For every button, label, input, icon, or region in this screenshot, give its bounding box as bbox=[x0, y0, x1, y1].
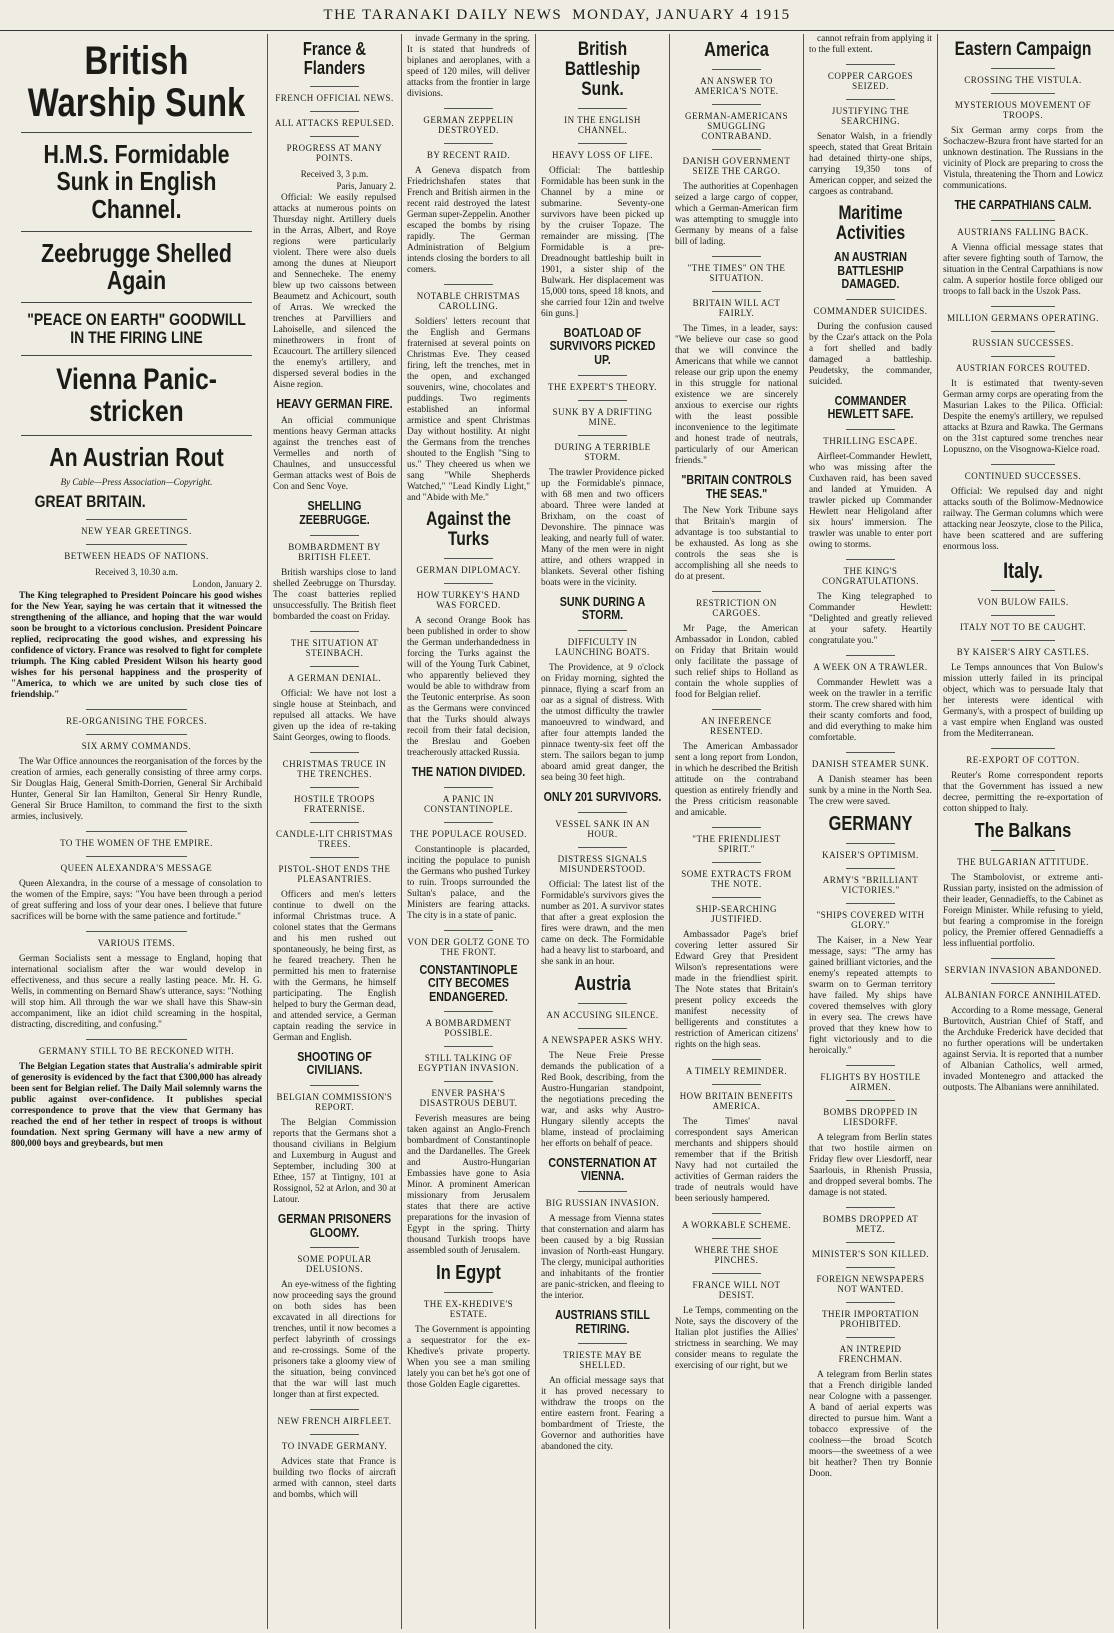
article-paragraph: Six German army corps from the Sochaczew-Bzura front have started for an unknown destination. The Russians in the vicinity of Plock are preparing to cross the Vistula, threatening the Thorn and Lowicz communications. bbox=[943, 125, 1103, 191]
subhead: ITALY NOT TO BE CAUGHT. bbox=[943, 615, 1103, 632]
subhead: STILL TALKING OF EGYPTIAN INVASION. bbox=[407, 1046, 530, 1073]
article-paragraph: A Danish steamer has been sunk by a mine in the North Sea. The crew were saved. bbox=[809, 775, 932, 808]
subhead: GERMANY STILL TO BE RECKONED WITH. bbox=[11, 1039, 262, 1056]
columns bbox=[6, 34, 1108, 1629]
subhead: A TIMELY REMINDER. bbox=[675, 1059, 798, 1076]
subhead: VON DER GOLTZ GONE TO THE FRONT. bbox=[407, 930, 530, 957]
article-paragraph: A Vienna official message states that after severe fighting south of Tarnow, the situation in the Central Carpathians is now calm. A superior hostile force obliged our troops to fall back in the Uszok Pass. bbox=[943, 242, 1103, 297]
subhead: FOREIGN NEWSPAPERS NOT WANTED. bbox=[809, 1267, 932, 1294]
article-paragraph: cannot refrain from applying it to the full extent. bbox=[809, 34, 932, 55]
subhead: THE EX-KHEDIVE'S ESTATE. bbox=[407, 1292, 530, 1319]
headline-sunk-storm: SUNK DURING A STORM. bbox=[559, 593, 646, 623]
subhead: BOMBS DROPPED AT METZ. bbox=[809, 1207, 932, 1234]
article-paragraph: Le Temps, commenting on the Note, says the discovery of the Italian plot justifies the Allies' strictness in searching. We may consider means to regulate the exercising of our right, but we bbox=[675, 1306, 798, 1372]
article-paragraph: Le Temps announces that Von Bulow's mission utterly failed in its principal object, which was to persuade Italy that her interests were identical with Germany's, with a prospect of building up a vast empire when England was ousted from the Mediterranean. bbox=[943, 662, 1103, 739]
article-paragraph: The King telegraphed to Commander Hewlett: "Delighted and greatly relieved at your safety. Heartily congratulate you." bbox=[809, 592, 932, 647]
subhead: SERVIAN INVASION ABANDONED. bbox=[943, 958, 1103, 975]
column-1 bbox=[6, 34, 268, 1629]
subhead: DIFFICULTY IN LAUNCHING BOATS. bbox=[541, 630, 664, 657]
headline-italy: Italy. bbox=[1003, 557, 1043, 583]
headline-heavy-german-fire: HEAVY GERMAN FIRE. bbox=[276, 395, 393, 411]
article-paragraph: Reuter's Rome correspondent reports that the Government has issued a new decree, permitting the re-exportation of cotton shipped to Italy. bbox=[943, 770, 1103, 814]
subhead: SOME EXTRACTS FROM THE NOTE. bbox=[675, 862, 798, 889]
article-paragraph: Commander Hewlett was a week on the trawler in a terrific storm. The crew shared with him their scanty comforts and food, and did everything to make him comfortable. bbox=[809, 678, 932, 744]
subhead: A PANIC IN CONSTANTINOPLE. bbox=[407, 787, 530, 814]
subhead: SHIP-SEARCHING JUSTIFIED. bbox=[675, 897, 798, 924]
article-paragraph: The Belgian Commission reports that the Germans shot a thousand civilians in Belgium and Luxemburg in August and September, including 300 at Ethee, 157 at Tintigny, 101 at Rossignol, 52 at Arlon, and 30 at Latour. bbox=[273, 1117, 396, 1205]
subhead: A WORKABLE SCHEME. bbox=[675, 1213, 798, 1230]
subhead: JUSTIFYING THE SEARCHING. bbox=[809, 99, 932, 126]
headline-against-turks: Against the Turks bbox=[426, 509, 511, 550]
headline-austrians-retiring: AUSTRIANS STILL RETIRING. bbox=[555, 1306, 650, 1336]
subhead: GERMAN ZEPPELIN DESTROYED. bbox=[407, 108, 530, 135]
article-paragraph: The Providence, at 9 o'clock on Friday morning, sighted the pinnace, flying a scarf from an oar as a signal of distress. With the utmost difficulty the trawler manoeuvred to windward, and after four attempts landed the pinnace twenty-six feet off the stern. The sailors began to jump aboard amid great danger, the sea being 30 feet high. bbox=[541, 663, 664, 784]
subhead: PISTOL-SHOT ENDS THE PLEASANTRIES. bbox=[273, 857, 396, 884]
dateline: Paris, January 2. bbox=[336, 180, 396, 191]
headline-austrian-rout: An Austrian Rout bbox=[49, 442, 224, 473]
article-paragraph: invade Germany in the spring. It is stated that hundreds of biplanes and aeroplanes, with a speed of 120 miles, will deliver attacks from the frontier in large divisions. bbox=[407, 34, 530, 99]
headline-vienna-panic: Vienna Panic-stricken bbox=[56, 363, 217, 428]
subhead: CHRISTMAS TRUCE IN THE TRENCHES. bbox=[273, 752, 396, 779]
subhead: IN THE ENGLISH CHANNEL. bbox=[541, 108, 664, 135]
article-paragraph: An official communique mentions heavy German attacks against the trenches east of Vermelles and north of Chaulnes, and unsuccessful German attacks west of Bois de Con and Senc Voye. bbox=[273, 416, 396, 493]
subhead: A BOMBARDMENT POSSIBLE. bbox=[407, 1011, 530, 1038]
article-paragraph: The Times, in a leader, says: "We believe our case so good that we will convince the Americans that while we cannot release our grip upon the enemy in this struggle for national existence we are sincerely anxious to exercise our rights with the least possible inconvenience to the legitimate and honest trade of neutrals, particularly of our American friends." bbox=[675, 324, 798, 466]
subhead: THE SITUATION AT STEINBACH. bbox=[273, 631, 396, 658]
subhead: KAISER'S OPTIMISM. bbox=[809, 843, 932, 860]
subhead: VARIOUS ITEMS. bbox=[11, 931, 262, 948]
divider bbox=[21, 132, 252, 133]
column-3 bbox=[402, 34, 536, 1629]
headline-german-prisoners: GERMAN PRISONERS GLOOMY. bbox=[277, 1210, 392, 1240]
subhead: A WEEK ON A TRAWLER. bbox=[809, 655, 932, 672]
subhead: HOW BRITAIN BENEFITS AMERICA. bbox=[675, 1084, 798, 1111]
subhead: MILLION GERMANS OPERATING. bbox=[943, 306, 1103, 323]
subhead: RE-ORGANISING THE FORCES. bbox=[11, 709, 262, 726]
headline-hewlett-safe: COMMANDER HEWLETT SAFE. bbox=[827, 392, 914, 422]
article-paragraph: The King telegraphed to President Poincare his good wishes for the New Year, saying he was certain that it witnessed the strengthening of the alliance, and hoping that the war would soon be brought to a victorious conclusion. President Poincare replied, reciprocating the good wishes, and expressing his confidence of victory. France was resolved to fight for complete triumph. The King cabled President Wilson his hearty good wishes for his personal happiness and the prosperity of "America, to which we are united by such close ties of friendship." bbox=[11, 591, 262, 701]
subhead: THEIR IMPORTATION PROHIBITED. bbox=[809, 1302, 932, 1329]
subhead: AUSTRIANS FALLING BACK. bbox=[943, 220, 1103, 237]
subhead: THE KING'S CONGRATULATIONS. bbox=[809, 559, 932, 586]
subhead: ARMY'S "BRILLIANT VICTORIES." bbox=[809, 868, 932, 895]
subhead: BELGIAN COMMISSION'S REPORT. bbox=[273, 1085, 396, 1112]
byline: By Cable—Press Association—Copyright. bbox=[60, 477, 213, 488]
column-6 bbox=[804, 34, 938, 1629]
headline-america: America bbox=[704, 39, 769, 61]
subhead: AN ANSWER TO AMERICA'S NOTE. bbox=[675, 69, 798, 96]
subhead: BETWEEN HEADS OF NATIONS. bbox=[11, 544, 262, 561]
article-paragraph: Official: The latest list of the Formidable's survivors gives the number as 201. A survivor states that after a great explosion the fires were drawn, and the men came on deck. The Formidable had a heavy list to starboard, and she sank in an hour. bbox=[541, 879, 664, 967]
subhead: CANDLE-LIT CHRISTMAS TREES. bbox=[273, 822, 396, 849]
subhead: BRITAIN WILL ACT FAIRLY. bbox=[675, 291, 798, 318]
headline-british-battleship: British Battleship Sunk. bbox=[564, 39, 641, 100]
subhead: BY KAISER'S AIRY CASTLES. bbox=[943, 640, 1103, 657]
subhead: THRILLING ESCAPE. bbox=[809, 429, 932, 446]
article-paragraph: The Neue Freie Presse demands the publication of a Red Book, describing, from the Austro-Hungarian standpoint, the negotiations preceding the war, and asks why Austro-Hungary silently accepts the blame, instead of proclaiming her efforts on behalf of peace. bbox=[541, 1050, 664, 1149]
masthead-date: MONDAY, JANUARY 4 1915 bbox=[572, 6, 791, 23]
article-paragraph: The Government is appointing a sequestrator for the ex-Khedive's private property. When you see a man smiling lately you can bet he's got one of those Golden Eagle cigarettes. bbox=[407, 1325, 530, 1391]
headline-austrian-battleship: AN AUSTRIAN BATTLESHIP DAMAGED. bbox=[833, 248, 908, 292]
article-paragraph: Official: The battleship Formidable has been sunk in the Channel by a mine or submarine. Seventy-one survivors have been picked up by the cruiser Topaze. The remainder are missing. [The Formidable is a pre-Dreadnought battleship built in 1901, a sister ship of the Bulwark. Her displacement was 15,000 tons, speed 18 knots, and she carried four 12in and twelve 6in guns.] bbox=[541, 165, 664, 319]
article-paragraph: According to a Rome message, General Burtovitch, Austrian Chief of Staff, and the Archduke Frederick have decided that no further operations will be undertaken against Servia. It is reported that a number of Albanian Catholics, well armed, invaded Montenegro and attacked the outposts. The Albanians were annihilated. bbox=[943, 1005, 1103, 1093]
column-7 bbox=[938, 34, 1108, 1629]
subhead: "THE TIMES" ON THE SITUATION. bbox=[675, 256, 798, 283]
section-great-britain: GREAT BRITAIN. bbox=[34, 492, 146, 512]
subhead: QUEEN ALEXANDRA'S MESSAGE bbox=[11, 856, 262, 873]
subhead: BOMBARDMENT BY BRITISH FLEET. bbox=[273, 535, 396, 562]
article-paragraph: Airfleet-Commander Hewlett, who was missing after the Cuxhaven raid, has been saved and landed at Ymuiden. A trawler picked up Commander Hewlett near Heligoland after six hours' immersion. The trawler was unable to enter port owing to storms. bbox=[809, 452, 932, 551]
subhead: NEW YEAR GREETINGS. bbox=[11, 519, 262, 536]
divider bbox=[21, 435, 252, 436]
article-paragraph: The War Office announces the reorganisation of the forces by the creation of armies, each generally consisting of three army corps. Sir Douglas Haig, General Smith-Dorrien, General Sir Archibald Hunter, General Sir Ian Hamilton, General Sir Henry Rundle, General Sir Bruce Hamilton, to command the first to the sixth armies, inclusively. bbox=[11, 757, 262, 823]
subhead: A GERMAN DENIAL. bbox=[273, 666, 396, 683]
headline-shooting-civilians: SHOOTING OF CIVILIANS. bbox=[297, 1048, 372, 1078]
article-paragraph: An eye-witness of the fighting now proceeding says the ground on both sides has been excavated in all directions for trenches, until it now becomes a perfect labyrinth of crossings and re-crossings. Some of the prisoners take a gloomy view of the situation, being convinced that the war will last much longer than at first expected. bbox=[273, 1280, 396, 1401]
subhead: SUNK BY A DRIFTING MINE. bbox=[541, 400, 664, 427]
article-paragraph: British warships close to land shelled Zeebrugge on Thursday. The coast batteries replied unsuccessfully. The British fleet bombarded the coast on Friday. bbox=[273, 567, 396, 622]
article-paragraph: Mr Page, the American Ambassador in London, cabled on Friday that Britain would only facilitate the passage of such relief ships to Holland as contain the whole supplies of food for Belgian relief. bbox=[675, 624, 798, 701]
headline-formidable-sunk: H.M.S. Formidable Sunk in English Channel. bbox=[43, 139, 230, 224]
article-paragraph: An official message says that it has proved necessary to withdraw the troops on the entire eastern front. Fearing a bombardment of Trieste, the Governor and authorities have abandoned the city. bbox=[541, 1376, 664, 1453]
article-paragraph: It is estimated that twenty-seven German army corps are operating from the Masurian Lakes to the Pilica. Official: Despite the enemy's artillery, we repulsed attacks at Bzura and Rawka. The Germans on the 31st captured some trenches near Lopuszno, on the Visognowa-Kielce road. bbox=[943, 378, 1103, 455]
article-paragraph: Official: We repulsed day and night attacks south of the Bolimow-Mednowice railway. The German columns which were attacking near Jeoszyte, close to the Pilica, have been scattered and are suffering enormous loss. bbox=[943, 486, 1103, 552]
article-paragraph: German Socialists sent a message to England, hoping that international socialism after the war would develop in effectiveness, and thus secure a really lasting peace. Mr. H. G. Wells, in commenting on Bernard Shaw's utterance, says: "Nothing will stop him. All through the war we shall have this Shaw-sin accompaniment, like an idiot child screaming in the hospital, distracting, discrediting, and confusing." bbox=[11, 954, 262, 1031]
article-paragraph: Senator Walsh, in a friendly speech, stated that Great Britain had detained thirty-one ships, carrying 19,350 tons of American copper, and seized the cargoes as contraband. bbox=[809, 132, 932, 197]
article-paragraph: A message from Vienna states that consternation and alarm has been caused by a big Russian invasion of North-east Hungary. The clergy, municipal authorities and inhabitants of the frontier are panic-stricken, and fleeing to the interior. bbox=[541, 1213, 664, 1301]
headline-austria: Austria bbox=[574, 972, 631, 995]
article-paragraph: Constantinople is placarded, inciting the populace to punish the Germans who pushed Turkey to ruin. Troops surrounded the Sultan's palace, and the Ministers are fearing attacks. The city is in a state of panic. bbox=[407, 844, 530, 921]
subhead: DURING A TERRIBLE STORM. bbox=[541, 435, 664, 462]
column-5 bbox=[670, 34, 804, 1629]
article-paragraph: Feverish measures are being taken against an Anglo-French bombardment of Constantinople and the Dardanelles. The Greek and Austro-Hungarian Embassies have gone to Asia Minor. A prominent American missionary from Jerusalem states that there are active preparations for the invasion of Egypt in the spring. Thirty thousand Turkish troops have assembled south of Jerusalem. bbox=[407, 1114, 530, 1257]
subhead: "SHIPS COVERED WITH GLORY." bbox=[809, 903, 932, 930]
subhead: TRIESTE MAY BE SHELLED. bbox=[541, 1343, 664, 1370]
subhead: MYSTERIOUS MOVEMENT OF TROOPS. bbox=[943, 93, 1103, 120]
headline-eastern-campaign: Eastern Campaign bbox=[954, 39, 1092, 60]
subhead: THE POPULACE ROUSED. bbox=[407, 822, 530, 839]
article-paragraph: A telegram from Berlin states that two hostile airmen on Friday flew over Liesdorff, near Saarlouis, in Rhenish Prussia, and dropped several bombs. The damage is not stated. bbox=[809, 1133, 932, 1199]
subhead: TO INVADE GERMANY. bbox=[273, 1434, 396, 1451]
subhead: ALBANIAN FORCE ANNIHILATED. bbox=[943, 983, 1103, 1000]
article-paragraph: Officers and men's letters continue to dwell on the informal Christmas truce. A colonel states that the Germans and his men rushed out spontaneously, he being first, as he feared treachery. Then he permitted his men to fraternise with the Germans, he himself participating. The English helped to bury the German dead, and attended service, a German captain reading the service in German and English. bbox=[273, 889, 396, 1043]
subhead: MINISTER'S SON KILLED. bbox=[809, 1242, 932, 1259]
subhead: VESSEL SANK IN AN HOUR. bbox=[541, 812, 664, 839]
headline-britain-controls-seas: "BRITAIN CONTROLS THE SEAS." bbox=[681, 472, 792, 501]
headline-zeebrugge-shelled: Zeebrugge Shelled Again bbox=[41, 237, 232, 296]
subhead: GERMAN DIPLOMACY. bbox=[407, 558, 530, 575]
divider bbox=[21, 302, 252, 303]
subhead: FRENCH OFFICIAL NEWS. bbox=[273, 86, 396, 103]
article-paragraph: The American Ambassador sent a long report from London, in which he described the British attitude on the contraband question as entirely friendly and the Press criticism reasonable and amicable. bbox=[675, 742, 798, 819]
headline-boatload-survivors: BOATLOAD OF SURVIVORS PICKED UP. bbox=[549, 324, 656, 368]
subhead: BOMBS DROPPED IN LIESDORFF. bbox=[809, 1100, 932, 1127]
headline-maritime-activities: Maritime Activities bbox=[835, 203, 906, 244]
subhead: AN INTREPID FRENCHMAN. bbox=[809, 1337, 932, 1364]
article-paragraph: The Times' naval correspondent says American merchants and shippers should remember that if the British Navy had not curtailed the activities of German raiders the trade of neutrals would have been seriously hampered. bbox=[675, 1117, 798, 1205]
subhead: RUSSIAN SUCCESSES. bbox=[943, 331, 1103, 348]
subhead: ALL ATTACKS REPULSED. bbox=[273, 111, 396, 128]
subhead: BY RECENT RAID. bbox=[407, 143, 530, 160]
subhead: HEAVY LOSS OF LIFE. bbox=[541, 143, 664, 160]
article-paragraph: The authorities at Copenhagen seized a large cargo of copper, which a German-American firm was attempting to smuggle into Germany by means of a false bill of lading. bbox=[675, 182, 798, 247]
subhead: CROSSING THE VISTULA. bbox=[943, 68, 1103, 85]
subhead: CONTINUED SUCCESSES. bbox=[943, 464, 1103, 481]
headline-nation-divided: THE NATION DIVIDED. bbox=[411, 763, 526, 779]
subhead: RESTRICTION ON CARGOES. bbox=[675, 591, 798, 618]
subhead: A NEWSPAPER ASKS WHY. bbox=[541, 1028, 664, 1045]
subhead: NEW FRENCH AIRFLEET. bbox=[273, 1409, 396, 1426]
divider bbox=[21, 355, 252, 356]
article-paragraph: During the confusion caused by the Czar's attack on the Pola a fort shelled and badly damaged a battleship. Peudetsky, the commander, suicided. bbox=[809, 321, 932, 387]
subhead: WHERE THE SHOE PINCHES. bbox=[675, 1238, 798, 1265]
subhead: COMMANDER SUICIDES. bbox=[809, 299, 932, 316]
subhead: HOW TURKEY'S HAND WAS FORCED. bbox=[407, 583, 530, 610]
divider bbox=[21, 231, 252, 232]
article-paragraph: Queen Alexandra, in the course of a message of consolation to the women of the Empire, says: "You have been through a period of great suffering and loss of your dear ones. I believe that future sacrifices will be borne with the same patience and fortitude." bbox=[11, 879, 262, 923]
headline-france-flanders: France & Flanders bbox=[302, 39, 367, 78]
article-paragraph: A telegram from Berlin states that a French dirigible landed near Cologne with a passenger. A band of aerial experts was directed to pursue him. Want a tobacco expressive of the coolness—the broad Scotch moors—the sweetness of a wee bit heather? Then try Bonnie Doon. bbox=[809, 1370, 932, 1480]
subhead: AUSTRIAN FORCES ROUTED. bbox=[943, 356, 1103, 373]
subhead: DANISH STEAMER SUNK. bbox=[809, 752, 932, 769]
headline-british-warship-sunk: British Warship Sunk bbox=[27, 39, 246, 125]
subhead: THE BULGARIAN ATTITUDE. bbox=[943, 850, 1103, 867]
article-paragraph: Official: We have not lost a single house at Steinbach, and repulsed all attacks. We have given up the idea of re-taking Saint Georges, owing to floods. bbox=[273, 688, 396, 743]
subhead: BIG RUSSIAN INVASION. bbox=[541, 1191, 664, 1208]
subhead: NOTABLE CHRISTMAS CAROLLING. bbox=[407, 284, 530, 311]
headline-shelling-zeebrugge: SHELLING ZEEBRUGGE. bbox=[299, 498, 370, 528]
headline-peace-on-earth: "PEACE ON EARTH" GOODWILL IN THE FIRING LINE bbox=[27, 310, 246, 348]
article-paragraph: The New York Tribune says that Britain's margin of advantage is too substantial to be exhausted. As long as she controls the seas she is accomplishing all she needs to do at present. bbox=[675, 506, 798, 583]
column-2 bbox=[268, 34, 402, 1629]
headline-balkans: The Balkans bbox=[974, 819, 1072, 842]
headline-only-201: ONLY 201 SURVIVORS. bbox=[543, 789, 662, 805]
headline-consternation: CONSTERNATION AT VIENNA. bbox=[548, 1154, 657, 1184]
article-paragraph: Official: We easily repulsed attacks at numerous points on Thursday night. Artillery duels in the Arras, Albert, and Roye regions were particularly violent. There were also duels among the dunes at Nieuport and Sennecheke. The enemy blew up two caissons between Beaumetz and Achicourt, south of Arras. We wrecked the trenches at Parvilliers and Lahoiselle, and silenced the minethrowers in front of Ecaucourt. The artillery silenced the enemy's artillery, and dispersed several bodies in the Aisne region. bbox=[273, 192, 396, 390]
dateline: London, January 2. bbox=[192, 579, 262, 590]
article-paragraph: A Geneva dispatch from Friedrichshafen states that French and British airmen in the recent raid destroyed the latest German super-Zeppelin. Another escaped the bombs by rising rapidly. The German Administration of Belgium intends closing the borders to all comers. bbox=[407, 166, 530, 275]
column-4 bbox=[536, 34, 670, 1629]
subhead: COPPER CARGOES SEIZED. bbox=[809, 64, 932, 91]
subhead: GERMAN-AMERICANS SMUGGLING CONTRABAND. bbox=[675, 104, 798, 141]
subhead: PROGRESS AT MANY POINTS. bbox=[273, 136, 396, 163]
subhead: "THE FRIENDLIEST SPIRIT." bbox=[675, 827, 798, 854]
headline-germany: GERMANY bbox=[828, 813, 913, 836]
headline-carpathians-calm: THE CARPATHIANS CALM. bbox=[954, 196, 1092, 212]
subhead: DANISH GOVERNMENT SEIZE THE CARGO. bbox=[675, 149, 798, 176]
article-paragraph: Ambassador Page's brief covering letter assured Sir Edward Grey that President Wilson's representations were made in the friendliest spirit. The Note states that Britain's present policy exceeds the manifest necessity of belligerents and constitutes a restriction of American citizens' rights on the high seas. bbox=[675, 930, 798, 1051]
subhead: RE-EXPORT OF COTTON. bbox=[943, 748, 1103, 765]
headline-in-egypt: In Egypt bbox=[436, 1262, 501, 1285]
article-paragraph: A second Orange Book has been published in order to show the German underhandedness in forcing the Turks against the will of the Young Turk Cabinet, who apparently believed they would be able to withdraw from the Teutonic enterprise. As soon as the Germans were convinced that the Turks should always recoil from their fatal decision, the Breslau and Goeben treacherously attacked Russia. bbox=[407, 615, 530, 758]
article-paragraph: The trawler Providence picked up the Formidable's pinnace, with 68 men and two officers aboard. Three were landed at Brixham, on the coast of Devonshire. The pinnace was leaking, and nearly full of water. Many of the men were in night attire, and others wrapped in blankets. Several other fishing boats were in the vicinity. bbox=[541, 467, 664, 588]
headline-constantinople: CONSTANTINOPLE CITY BECOMES ENDANGERED. bbox=[419, 961, 518, 1004]
subhead: SOME POPULAR DELUSIONS. bbox=[273, 1247, 396, 1274]
received-time: Received 3, 10.30 a.m. bbox=[95, 567, 178, 578]
article-paragraph: The Belgian Legation states that Australia's admirable spirit of generosity is evidenced by the fact that £300,000 has already been sent for Belgian relief. The Daily Mail solemnly warns the public against over-confidence. It publishes special correspondence to prove that the view that Germany has reached the end of her tether in respect of troops is without foundation. Next spring Germany will have a new army of 800,000 boys and greybeards, but men bbox=[11, 1062, 262, 1150]
subhead: AN INFERENCE RESENTED. bbox=[675, 709, 798, 736]
subhead: THE EXPERT'S THEORY. bbox=[541, 375, 664, 392]
subhead: ENVER PASHA'S DISASTROUS DEBUT. bbox=[407, 1081, 530, 1108]
article-paragraph: Advices state that France is building two flocks of aircraft armed with cannon, steel darts and bombs, which will bbox=[273, 1457, 396, 1501]
subhead: AN ACCUSING SILENCE. bbox=[541, 1003, 664, 1020]
subhead: SIX ARMY COMMANDS. bbox=[11, 734, 262, 751]
subhead: VON BULOW FAILS. bbox=[943, 590, 1103, 607]
article-paragraph: The Stambolovist, or extreme anti-Russian party, insisted on the admission of their leader, Gennadieffs, to the Cabinet as Foreign Minister. While refusing to yield, but fearing a compromise in the foreign policy, the Premier offered Gennadieffs a less influential portfolio. bbox=[943, 872, 1103, 949]
subhead: FLIGHTS BY HOSTILE AIRMEN. bbox=[809, 1065, 932, 1092]
article-paragraph: Soldiers' letters recount that the English and Germans fraternised at several points on Christmas Eve. They ceased firing, left the trenches, met in the open, and exchanged souvenirs, wine, chocolates and puddings. Two regiments established an informal armistice and spent Christmas Day without hostility. At night the Germans from the trenches shouted to the English "Sing to us." They cheered us when we sang "While Shepherds Watched," "Lead Kindly Light," and "Abide with Me." bbox=[407, 317, 530, 503]
subhead: DISTRESS SIGNALS MISUNDERSTOOD. bbox=[541, 847, 664, 874]
subhead: FRANCE WILL NOT DESIST. bbox=[675, 1273, 798, 1300]
masthead bbox=[0, 0, 1114, 31]
newspaper-name: THE TARANAKI DAILY NEWS bbox=[323, 6, 563, 23]
subhead: TO THE WOMEN OF THE EMPIRE. bbox=[11, 831, 262, 848]
article-paragraph: The Kaiser, in a New Year message, says: "The army has gained brilliant victories, and the enemy's repeated attempts to swarm on to German territory have failed. My ships have covered themselves with glory in every sea. The crews have proved that they knew how to fight victoriously and to die heroically." bbox=[809, 936, 932, 1057]
subhead: HOSTILE TROOPS FRATERNISE. bbox=[273, 787, 396, 814]
received-time: Received 3, 3 p.m. bbox=[300, 168, 369, 179]
